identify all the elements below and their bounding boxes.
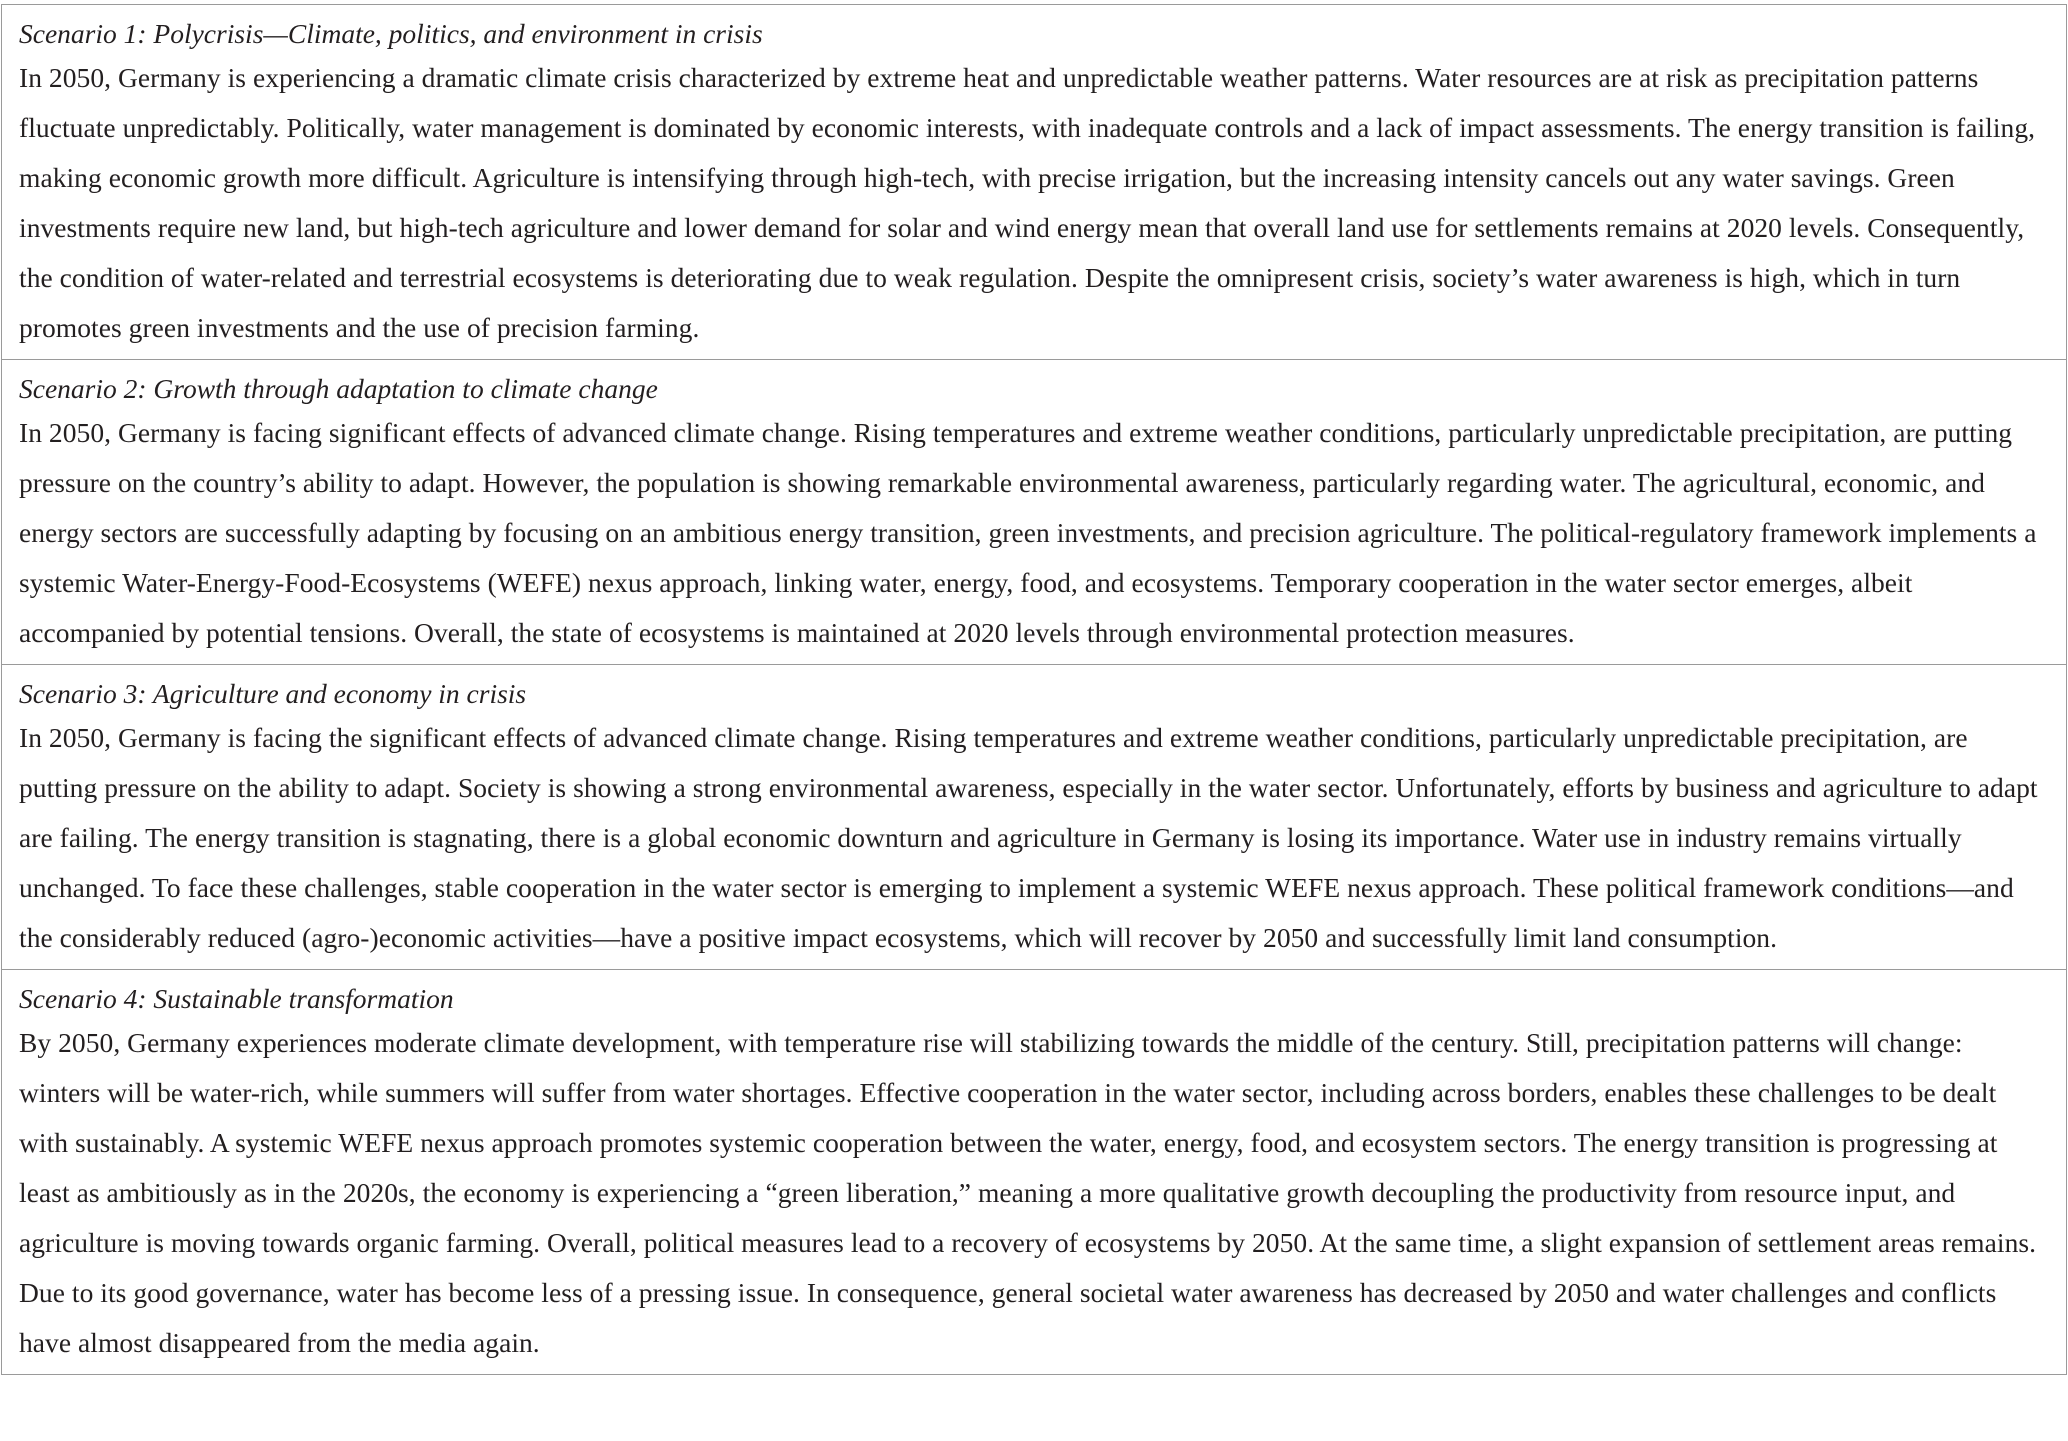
- scenario-title: Scenario 4: Sustainable transformation: [19, 983, 454, 1014]
- scenario-description: In 2050, Germany is experiencing a dramatic climate crisis characterized by extreme heat and unpredictable weather patterns. Water resources are at risk as precipitation patterns fluctuate unpredictably. Politically, water management is dominated by economic interests, with inadequate controls and a lack of impact assessments. The energy transition is failing, making economic growth more difficult. Agriculture is intensifying through high-tech, with precise irrigation, but the increasing intensity cancels out any water savings. Green investments require new land, but high-tech agriculture and lower demand for solar and wind energy mean that overall land use for settlements remains at 2020 levels. Consequently, the condition of water-related and terrestrial ecosystems is deteriorating due to weak regulation. Despite the omnipresent crisis, society’s water awareness is high, which in turn promotes green investments and the use of precision farming.: [19, 62, 2036, 343]
- scenario-description: By 2050, Germany experiences moderate climate development, with temperature rise will stabilizing towards the middle of the century. Still, precipitation patterns will change: winters will be water-rich, while summers will suffer from water shortages. Effective cooperation in the water sector, including across borders, enables these challenges to be dealt with sustainably. A systemic WEFE nexus approach promotes systemic cooperation between the water, energy, food, and ecosystem sectors. The energy transition is progressing at least as ambitiously as in the 2020s, the economy is experiencing a “green liberation,” meaning a more qualitative growth decoupling the productivity from resource input, and agriculture is moving towards organic farming. Overall, political measures lead to a recovery of ecosystems by 2050. At the same time, a slight expansion of settlement areas remains. Due to its good governance, water has become less of a pressing issue. In consequence, general societal water awareness has decreased by 2050 and water challenges and conflicts have almost disappeared from the media again.: [19, 1027, 2037, 1358]
- scenario-cell: [2, 360, 2067, 665]
- scenario-title: Scenario 3: Agriculture and economy in crisis: [19, 678, 527, 709]
- scenario-title: Scenario 1: Polycrisis—Climate, politics, and environment in crisis: [19, 18, 763, 49]
- scenario-table: [1, 4, 2067, 1375]
- scenario-row-3: [2, 665, 2067, 970]
- scenario-row-4: [2, 970, 2067, 1375]
- scenario-title: Scenario 2: Growth through adaptation to climate change: [19, 373, 658, 404]
- scenario-row-1: [2, 5, 2067, 360]
- scenario-cell: [2, 665, 2067, 970]
- scenario-cell: [2, 5, 2067, 360]
- scenario-description: In 2050, Germany is facing significant effects of advanced climate change. Rising temperatures and extreme weather conditions, particularly unpredictable precipitation, are putting pressure on the country’s ability to adapt. However, the population is showing remarkable environmental awareness, particularly regarding water. The agricultural, economic, and energy sectors are successfully adapting by focusing on an ambitious energy transition, green investments, and precision agriculture. The political-regulatory framework implements a systemic Water-Energy-Food-Ecosystems (WEFE) nexus approach, linking water, energy, food, and ecosystems. Temporary cooperation in the water sector emerges, albeit accompanied by potential tensions. Overall, the state of ecosystems is maintained at 2020 levels through environmental protection measures.: [19, 417, 2037, 648]
- scenario-description: In 2050, Germany is facing the significant effects of advanced climate change. Rising temperatures and extreme weather conditions, particularly unpredictable precipitation, are putting pressure on the ability to adapt. Society is showing a strong environmental awareness, especially in the water sector. Unfortunately, efforts by business and agriculture to adapt are failing. The energy transition is stagnating, there is a global economic downturn and agriculture in Germany is losing its importance. Water use in industry remains virtually unchanged. To face these challenges, stable cooperation in the water sector is emerging to implement a systemic WEFE nexus approach. These political framework conditions—and the considerably reduced (agro-)economic activities—have a positive impact ecosystems, which will recover by 2050 and successfully limit land consumption.: [19, 722, 2038, 953]
- scenario-row-2: [2, 360, 2067, 665]
- scenario-cell: [2, 970, 2067, 1375]
